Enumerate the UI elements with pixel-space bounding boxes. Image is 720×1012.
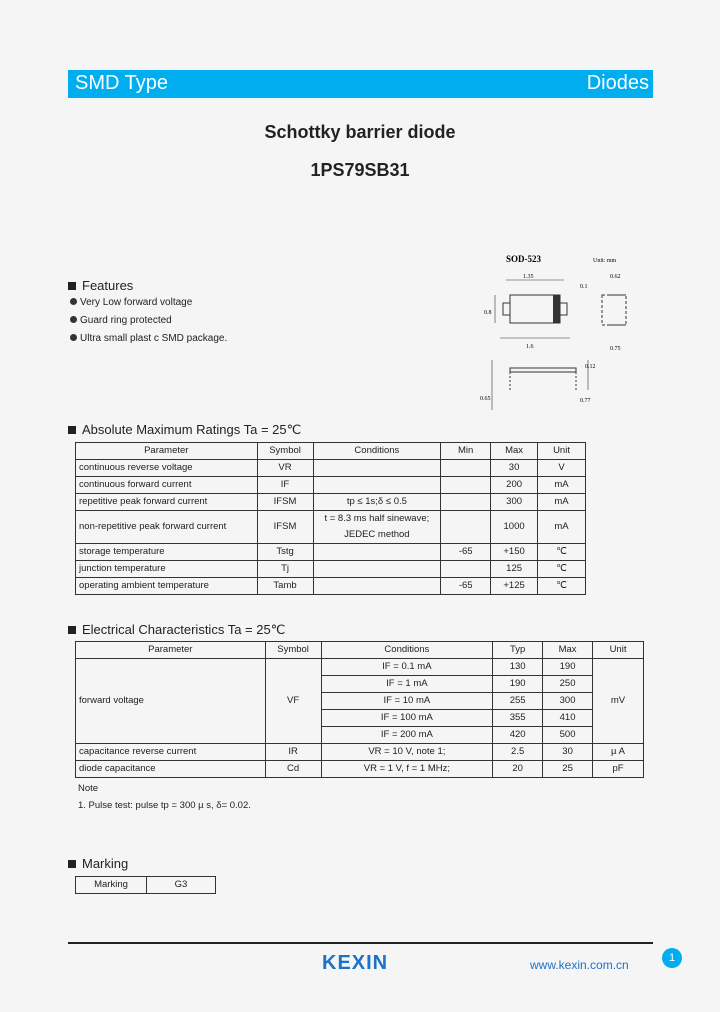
- kexin-logo: KEXIN: [322, 952, 389, 974]
- elec-heading: Electrical Characteristics Ta = 25℃: [68, 622, 285, 638]
- elec-table: [75, 641, 644, 778]
- header-right: Diodes: [586, 72, 649, 94]
- lead-right: [560, 303, 567, 315]
- table-row: Marking G3: [76, 877, 216, 894]
- bottom-view: [510, 368, 576, 372]
- table-row: capacitance reverse current IR VR = 10 V, note 1; 2.5 30 µ A: [76, 744, 644, 761]
- feature-item: Ultra small plast c SMD package.: [70, 333, 227, 344]
- package-drawing: [470, 250, 650, 420]
- footer-divider: [68, 942, 653, 944]
- part-number: 1PS79SB31: [310, 160, 410, 180]
- lead-left: [503, 303, 510, 315]
- feature-item: Very Low forward voltage: [70, 297, 192, 308]
- dim-1: 1.35: [523, 274, 534, 280]
- table-row: storage temperature Tstg -65 +150 ℃: [76, 544, 586, 561]
- dim-4: 0.8: [484, 310, 492, 316]
- abs-max-table: [75, 442, 586, 595]
- body-outline: [510, 295, 560, 323]
- table-row: JEDEC method: [76, 527, 586, 544]
- bullet-square-icon: [68, 282, 76, 290]
- dim-7: 0.65: [480, 396, 491, 402]
- marking-heading: Marking: [68, 856, 128, 871]
- footer-url[interactable]: www.kexin.com.cn: [530, 958, 629, 972]
- table-row: operating ambient temperature Tamb -65 +125 ℃: [76, 578, 586, 595]
- header-banner: [68, 70, 653, 98]
- dim-5: 0.75: [610, 346, 621, 352]
- bullet-dot-icon: [70, 298, 77, 305]
- bullet-dot-icon: [70, 334, 77, 341]
- page-number: 1: [662, 948, 682, 968]
- dim-3: 0.1: [580, 284, 588, 290]
- table-row: continuous reverse voltage VR 30 V: [76, 460, 586, 477]
- dim-9: 0.12: [585, 364, 596, 370]
- table-row: junction temperature Tj 125 ℃: [76, 561, 586, 578]
- note-label: Note: [78, 783, 99, 794]
- features-heading: Features: [68, 278, 133, 293]
- table-header-row: Parameter Symbol Conditions Min Max Unit: [76, 443, 586, 460]
- table-row: IF = 200 mA 420 500: [76, 727, 644, 744]
- bullet-square-icon: [68, 626, 76, 634]
- side-view: [602, 295, 626, 325]
- feature-item: Guard ring protected: [70, 315, 172, 326]
- table-row: IF = 10 mA 255 300: [76, 693, 644, 710]
- table-row: diode capacitance Cd VR = 1 V, f = 1 MHz; 20 25 pF: [76, 761, 644, 778]
- abs-max-heading: Absolute Maximum Ratings Ta = 25℃: [68, 422, 301, 438]
- bullet-dot-icon: [70, 316, 77, 323]
- dim-8: 0.77: [580, 398, 591, 404]
- table-header-row: Parameter Symbol Conditions Typ Max Unit: [76, 642, 644, 659]
- dim-6: 1.6: [526, 344, 534, 350]
- package-unit: Unit: mm: [593, 258, 617, 264]
- table-row: continuous forward current IF 200 mA: [76, 477, 586, 494]
- table-row: IF = 1 mA 190 250: [76, 676, 644, 693]
- marking-table: [75, 876, 216, 894]
- table-row: non-repetitive peak forward current IFSM t = 8.3 ms half sinewave; 1000 mA: [76, 511, 586, 528]
- doc-title: Schottky barrier diode: [264, 122, 456, 142]
- table-row: repetitive peak forward current IFSM tp ≤ 1s;δ ≤ 0.5 300 mA: [76, 494, 586, 511]
- table-row: IF = 100 mA 355 410: [76, 710, 644, 727]
- cathode-band: [553, 295, 560, 323]
- dim-2: 0.62: [610, 274, 621, 280]
- table-row: forward voltage VF IF = 0.1 mA 130 190 mV: [76, 659, 644, 676]
- header-left: SMD Type: [75, 72, 168, 94]
- package-name: SOD-523: [506, 254, 542, 264]
- bullet-square-icon: [68, 860, 76, 868]
- note-text: 1. Pulse test: pulse tp = 300 µ s, δ= 0.02.: [78, 800, 251, 811]
- bullet-square-icon: [68, 426, 76, 434]
